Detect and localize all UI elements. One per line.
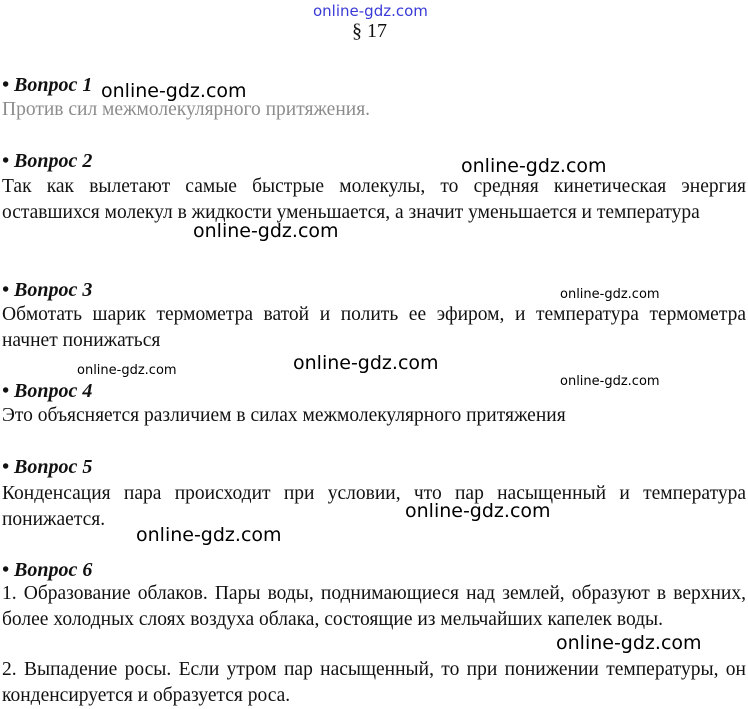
question-6-title: • Вопрос 6 — [2, 559, 93, 581]
watermark: online-gdz.com — [556, 632, 702, 654]
watermark: online-gdz.com — [101, 80, 247, 102]
question-3-answer: Обмотать шарик термометра ватой и полить ее эфиром, и температура термометра начнет понижаться — [2, 304, 746, 351]
question-1-answer: Против сил межмолекулярного притяжения. — [2, 99, 371, 120]
question-6-answer-1: 1. Образование облаков. Пары воды, поднимающиеся над землей, образуют в верхних, более холодных слоях воздуха облака, состоящие из мельчайших капелек воды. — [2, 583, 746, 630]
site-header-link[interactable]: online-gdz.com — [313, 2, 428, 20]
watermark: online-gdz.com — [77, 363, 177, 378]
watermark: online-gdz.com — [293, 352, 439, 374]
question-4-title: • Вопрос 4 — [2, 380, 93, 402]
question-2-answer: Так как вылетают самые быстрые молекулы, то средняя кинетическая энергия оставшихся молекул в жидкости уменьшается, а значит уменьшается и температура — [2, 176, 746, 223]
watermark: online-gdz.com — [461, 155, 607, 177]
question-6-answer-2: 2. Выпадение росы. Если утром пар насыщенный, то при понижении температуры, он конденсируется и образуется роса. — [2, 659, 746, 706]
watermark: online-gdz.com — [136, 524, 282, 546]
paragraph-number: § 17 — [352, 20, 387, 42]
question-5-title: • Вопрос 5 — [2, 456, 93, 478]
watermark: online-gdz.com — [560, 287, 660, 302]
watermark: online-gdz.com — [193, 220, 339, 242]
question-4-answer: Это объясняется различием в силах межмолекулярного притяжения — [2, 405, 566, 426]
watermark: online-gdz.com — [405, 500, 551, 522]
question-1-title: • Вопрос 1 — [2, 74, 93, 96]
watermark: online-gdz.com — [560, 374, 660, 389]
question-5-answer: Конденсация пара происходит при условии, что пар насыщенный и температура понижается. — [2, 483, 746, 530]
question-3-title: • Вопрос 3 — [2, 279, 93, 301]
question-2-title: • Вопрос 2 — [2, 150, 93, 172]
